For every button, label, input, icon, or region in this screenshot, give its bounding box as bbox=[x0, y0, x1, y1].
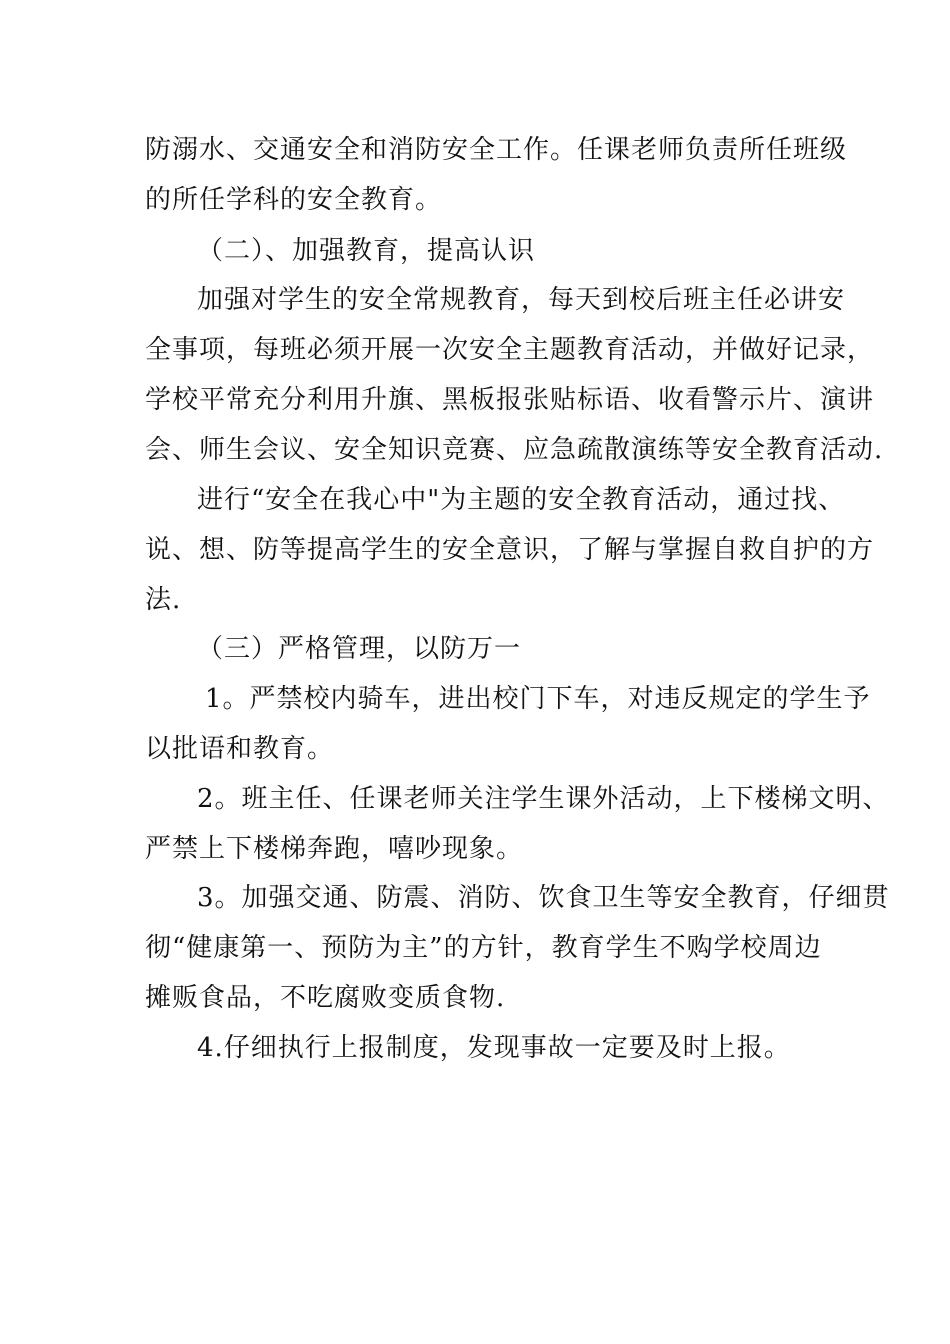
body-text-line: 会、师生会议、安全知识竞赛、应急疏散演练等安全教育活动. bbox=[145, 435, 884, 465]
list-item-text: 3。加强交通、防震、消防、饮食卫生等安全教育，仔细贯 bbox=[197, 883, 890, 913]
list-item-text: 1。严禁校内骑车，进出校门下车，对违反规定的学生予 bbox=[205, 684, 871, 714]
body-text-line: 加强对学生的安全常规教育，每天到校后班主任必讲安 bbox=[197, 285, 846, 315]
body-text-line: 说、想、防等提高学生的安全意识，了解与掌握自救自护的方 bbox=[145, 535, 875, 565]
body-text-line: 全事项，每班必须开展一次安全主题教育活动，并做好记录， bbox=[145, 335, 875, 365]
list-item-text: 彻“健康第一、预防为主”的方针，教育学生不购学校周边 bbox=[145, 933, 822, 963]
section-heading: （三）严格管理，以防万一 bbox=[197, 634, 522, 664]
list-item-text: 4.仔细执行上报制度，发现事故一定要及时上报。 bbox=[197, 1033, 791, 1063]
body-text-line: 进行“安全在我心中"为主题的安全教育活动，通过找、 bbox=[197, 485, 846, 515]
list-item-text: 摊贩食品，不吃腐败变质食物. bbox=[145, 983, 506, 1013]
body-text-line: 的所任学科的安全教育。 bbox=[145, 185, 443, 215]
section-heading: （二）、加强教育，提高认识 bbox=[197, 236, 536, 266]
list-item-text: 2。班主任、任课老师关注学生课外活动，上下楼梯文明、 bbox=[197, 784, 890, 814]
body-text-line: 防溺水、交通安全和消防安全工作。任课老师负责所任班级 bbox=[145, 135, 848, 165]
body-text-line: 学校平常充分利用升旗、黑板报张贴标语、收看警示片、演讲 bbox=[145, 385, 875, 415]
body-text-line: 法. bbox=[145, 585, 182, 615]
list-item-text: 严禁上下楼梯奔跑，嘻吵现象。 bbox=[145, 834, 524, 864]
list-item-text: 以批语和教育。 bbox=[145, 734, 335, 764]
